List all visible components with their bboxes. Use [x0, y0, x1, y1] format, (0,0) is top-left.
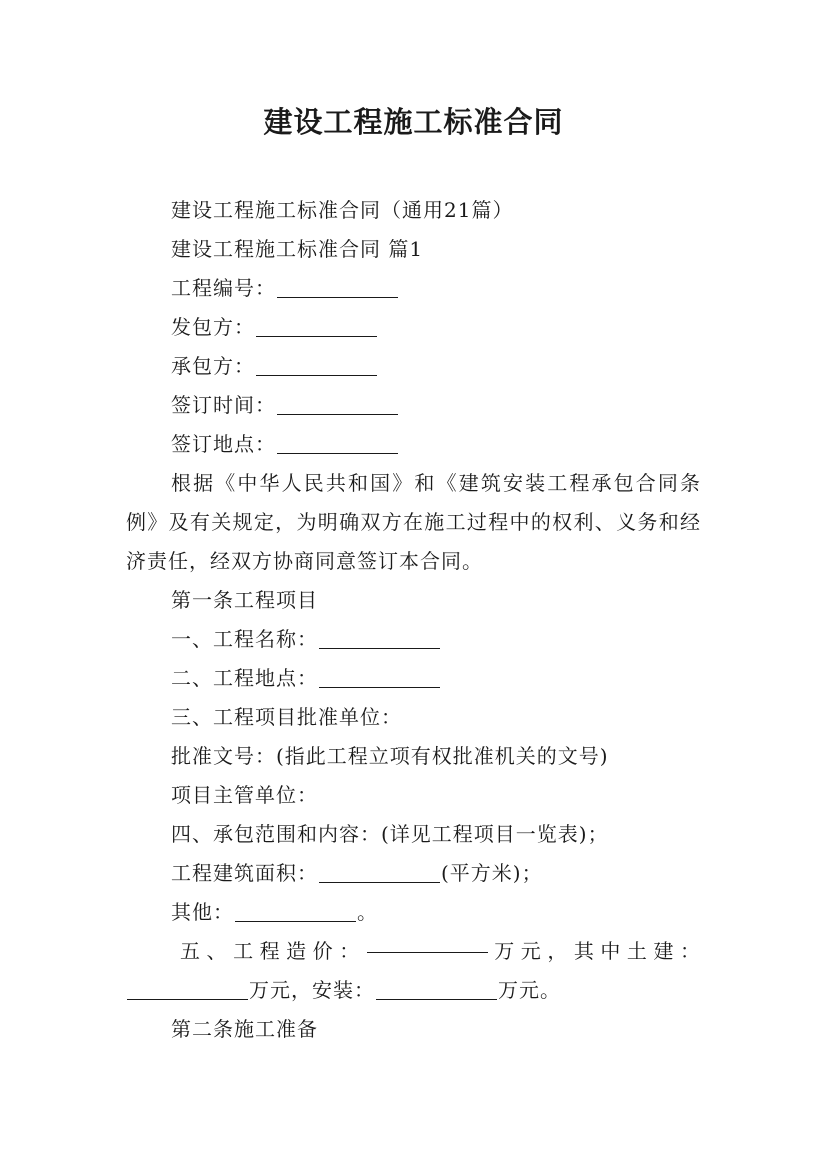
blank-line — [319, 862, 440, 883]
document-title: 建设工程施工标准合同 — [263, 105, 564, 139]
price-char: 工 — [233, 939, 255, 963]
blank-line — [277, 277, 398, 298]
price-char: 其 — [573, 939, 595, 963]
field-sign-place — [126, 425, 701, 464]
item-label: 其他： — [171, 900, 234, 924]
doc-subtitle: 建设工程施工标准合同（通用21篇） — [171, 198, 514, 222]
item-label: 工程建筑面积： — [171, 861, 318, 885]
price-char: 价 — [312, 939, 334, 963]
item-project-place — [126, 659, 701, 698]
blank-line — [256, 355, 377, 376]
other-end: 。 — [357, 900, 378, 924]
price-char: 中 — [600, 939, 622, 963]
item-other — [126, 893, 701, 932]
article-2-heading: 第二条施工准备 — [171, 1017, 318, 1041]
price-cont-b: 万元。 — [498, 978, 561, 1002]
blank-line — [127, 979, 248, 1000]
price-char: 万 — [494, 939, 516, 963]
blank-line — [277, 433, 398, 454]
item-approval-unit: 三、工程项目批准单位： — [171, 705, 402, 729]
area-unit: (平方米)； — [441, 861, 543, 885]
field-contractor — [126, 347, 701, 386]
blank-line — [367, 932, 488, 953]
blank-line — [256, 316, 377, 337]
item-project-name — [126, 620, 701, 659]
field-employer — [126, 308, 701, 347]
field-label: 承包方： — [171, 354, 255, 378]
price-char: ： — [679, 939, 701, 963]
blank-line — [235, 901, 356, 922]
field-project-no — [126, 269, 701, 308]
document-body — [126, 191, 701, 1049]
price-char: ， — [547, 939, 569, 963]
blank-line — [376, 979, 497, 1000]
item-label: 一、工程名称： — [171, 627, 318, 651]
supervising-dept: 项目主管单位： — [171, 783, 318, 807]
blank-line — [319, 628, 440, 649]
field-label: 签订时间： — [171, 393, 276, 417]
price-char: 元 — [520, 939, 542, 963]
price-char: ： — [339, 939, 361, 963]
price-cont-a: 万元，安装： — [249, 978, 375, 1002]
price-char: 、 — [206, 939, 228, 963]
field-label: 签订地点： — [171, 432, 276, 456]
field-label: 工程编号： — [171, 276, 276, 300]
field-label: 发包方： — [171, 315, 255, 339]
item-scope: 四、承包范围和内容：(详见工程项目一览表)； — [171, 822, 609, 846]
price-char: 五 — [180, 939, 201, 963]
field-sign-time — [126, 386, 701, 425]
preamble-paragraph: 根据《中华人民共和国》和《建筑安装工程承包合同条例》及有关规定，为明确双方在施工过程中的权利、义务和经济责任，经双方协商同意签订本合同。 — [126, 471, 701, 573]
price-char: 程 — [259, 939, 281, 963]
item-label: 二、工程地点： — [171, 666, 318, 690]
section-heading: 建设工程施工标准合同 篇1 — [171, 237, 424, 261]
item-contract-price-cont — [126, 971, 701, 1010]
item-floor-area — [126, 854, 701, 893]
item-contract-price — [126, 932, 701, 971]
article-1-heading: 第一条工程项目 — [171, 588, 318, 612]
price-char: 造 — [286, 939, 308, 963]
price-char: 土 — [626, 939, 648, 963]
price-char: 建 — [653, 939, 675, 963]
blank-line — [319, 667, 440, 688]
blank-line — [277, 394, 398, 415]
approval-number: 批准文号：(指此工程立项有权批准机关的文号) — [171, 744, 609, 768]
